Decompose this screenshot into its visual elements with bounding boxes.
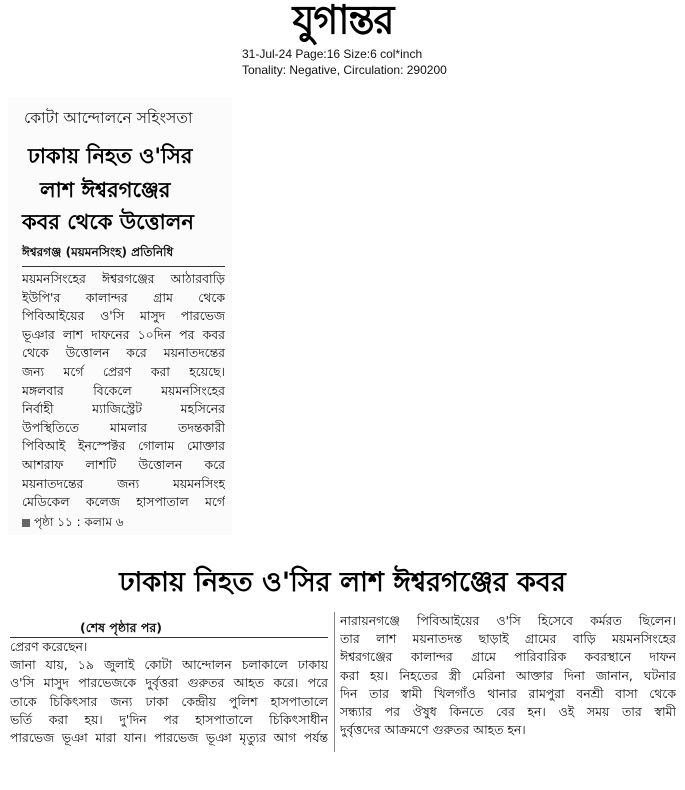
article1-body-line: পিবিআইয়ের ও'সি মাসুদ পারভেজ <box>22 308 225 324</box>
article1-headline-line-3: কবর থেকে উত্তোলন <box>22 210 194 234</box>
article1-body-line: মেডিকেল কলেজ হাসপাতাল মর্গে <box>22 494 225 510</box>
article1-byline: ঈশ্বরগঞ্জ (ময়মনসিংহ) প্রতিনিধি <box>22 245 174 259</box>
article1-body <box>22 270 225 512</box>
newspaper-masthead <box>248 0 438 46</box>
article2-left-line: জানা যায়, ১৯ জুলাই কোটা আন্দোলন চলাকালে ঢাকায় <box>10 657 328 673</box>
article2-right-column <box>340 612 676 739</box>
article2-right-line: দিন তার স্বামী খিলগাঁও থানার রামপুরা বনশ্রী বাসা থেকে <box>340 685 676 701</box>
article2-left-line: প্রেরণ করেছেন। <box>10 639 88 654</box>
article2-right-line: ঈশ্বরগঞ্জের কালান্দর গ্রামে পারিবারিক কবরস্থানে দাফন <box>340 649 676 665</box>
article2-left-line: ভর্তি করা হয়। দু'দিন পর হাসপাতালে চিকিৎসাধীন <box>10 711 328 727</box>
article2-right-line: তার লাশ ময়নাতদন্ত ছাড়াই গ্রামের বাড়ি ময়মনসিংহের <box>340 631 676 647</box>
article1-headline-line-1: ঢাকায় নিহত ও'সির <box>28 144 193 168</box>
article2-right-line: সন্ধ্যার পর ঔষুধ কিনতে বের হন। ওই সময় তার স্বামী <box>340 703 676 719</box>
article1-body-line: ভূঞার লাশ দাফনের ১০দিন পর কবর <box>22 326 225 342</box>
article1-body-line: ইউপি'র কালান্দর গ্রাম থেকে <box>22 289 225 305</box>
column-divider <box>334 612 335 752</box>
square-bullet-icon <box>22 519 30 527</box>
article1-body-line: উপস্থিতিতে মামলার তদন্তকারী <box>22 419 225 435</box>
article1-body-line: ময়মনসিংহের ঈশ্বরগঞ্জের আঠারবাড়ি <box>22 271 225 286</box>
article2-headline: ঢাকায় নিহত ও'সির লাশ ঈশ্বরগঞ্জের কবর <box>119 567 566 598</box>
article1-body-line: থেকে উত্তোলন করে ময়নাতদন্তের <box>22 345 225 361</box>
clipping-meta-tonality: Tonality: Negative, Circulation: 290200 <box>242 63 447 77</box>
article2-subhead: (শেষ পৃষ্ঠার পর) <box>80 620 162 635</box>
article1-headline-line-2: লাশ ঈশ্বরগঞ্জের <box>40 178 171 202</box>
article2-left-column <box>10 638 328 747</box>
masthead-name: যুগান্তর <box>292 0 394 43</box>
article2-left-line: পারভেজ ভূঞা মারা যান। পারভেজ ভূঞা মৃত্যুর আগ পর্যন্ত <box>10 729 328 745</box>
article1-body-line: পিবিআই ইনস্পেক্টর গোলাম মোক্তার <box>22 438 225 454</box>
article2-right-line: করা হয়। নিহতের স্ত্রী মেরিনা আক্তার দিনা জানান, ঘটনার <box>340 667 676 683</box>
clipping-meta-date-page: 31-Jul-24 Page:16 Size:6 col*inch <box>242 47 423 61</box>
article1-body-line: জন্য মর্গে প্রেরণ করা হয়েছে। <box>22 363 225 379</box>
article2-right-line: দুর্বৃত্তদের আক্রমণে গুরুতর আহত হন। <box>340 722 526 738</box>
article2-right-line: নারায়নগঞ্জে পিবিআইয়ের ও'সি হিসেবে কর্মরত ছিলেন। <box>340 613 676 628</box>
article1-body-line: মঙ্গলবার বিকেলে ময়মনসিংহের <box>22 382 225 398</box>
article1-body-line: আশরাফ লাশটি উত্তোলন করে <box>22 456 225 472</box>
article2-left-line: তাকে চিকিৎসার জন্য ঢাকা কেন্দ্রীয় পুলিশ হাসপাতালে <box>10 693 328 709</box>
article1-body-line: ময়নাতদন্তের জন্য ময়মনসিংহ <box>22 475 225 491</box>
byline-divider <box>22 266 225 267</box>
article2-left-line: ও'সি মাসুদ পারভেজকে দুর্বৃত্তরা গুরুতর আহত করে। পরে <box>10 675 328 691</box>
continuation-text: পৃষ্ঠা ১১ : কলাম ৬ <box>34 515 124 529</box>
article1-kicker: কোটা আন্দোলনে সহিংসতা <box>24 109 193 127</box>
article1-body-line: নির্বাহী ম্যাজিস্ট্রেট মহসিনের <box>22 401 225 417</box>
continuation-note <box>22 514 124 534</box>
